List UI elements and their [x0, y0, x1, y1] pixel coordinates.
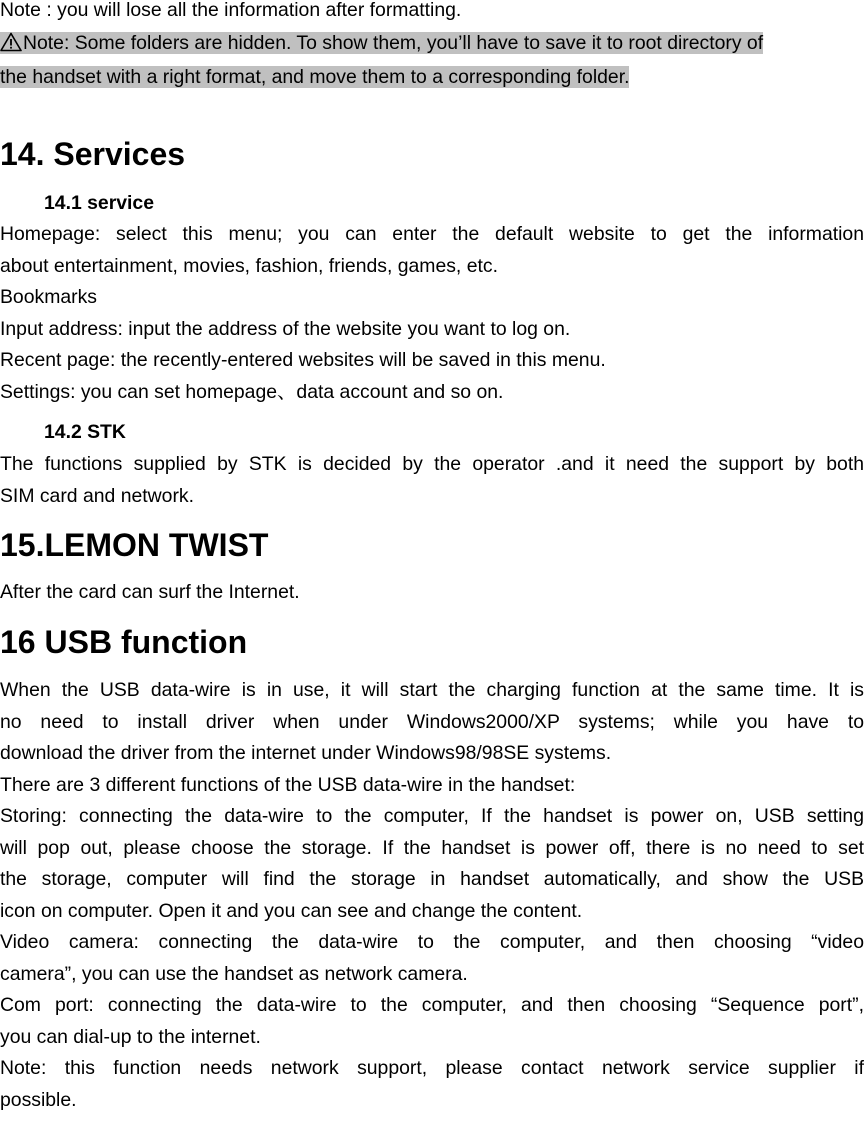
service-block: [0, 219, 864, 408]
heading-services: 14. Services: [0, 136, 186, 172]
heading-lemon-twist: 15.LEMON TWIST: [0, 527, 269, 563]
usb-note-line-2: possible.: [0, 1088, 77, 1111]
hidden-note-text-1: Note: Some folders are hidden. To show them, you’ll have to save it to root directory of: [23, 32, 764, 54]
homepage-line-1: Homepage: select this menu; you can enter the default website to get the information: [0, 223, 864, 245]
lemon-text: After the card can surf the Internet.: [0, 581, 300, 603]
warning-icon: [0, 32, 22, 52]
video-line-2: camera”, you can use the handset as network camera.: [0, 962, 468, 985]
hidden-note-line-1: [0, 32, 763, 54]
recent-page-text: Recent page: the recently-entered websites will be saved in this menu.: [0, 349, 606, 371]
hidden-folders-note: [0, 27, 864, 95]
format-note: Note : you will lose all the information after formatting.: [0, 0, 462, 21]
usb-intro-line-1: When the USB data-wire is in use, it will start the charging function at the same time. It is: [0, 679, 864, 701]
usb-note-line-1: Note: this function needs network support, please contact network service supplier if: [0, 1057, 864, 1079]
heading-14-1-service: 14.1 service: [44, 192, 154, 214]
heading-usb-function: 16 USB function: [0, 624, 248, 660]
com-line-2: you can dial-up to the internet.: [0, 1025, 261, 1048]
stk-line-2: SIM card and network.: [0, 484, 194, 507]
lemon-block: [0, 577, 864, 609]
stk-line-1: The functions supplied by STK is decided by the operator .and it need the support by both: [0, 453, 864, 475]
stk-block: [0, 449, 864, 512]
heading-14-2-stk: 14.2 STK: [44, 421, 126, 443]
bookmarks-text: Bookmarks: [0, 286, 97, 308]
storing-line-4: icon on computer. Open it and you can see and change the content.: [0, 899, 583, 922]
storing-line-2: will pop out, please choose the storage. If the handset is power off, there is no need to set: [0, 836, 864, 859]
input-address-text: Input address: input the address of the website you want to log on.: [0, 317, 571, 340]
storing-line-3: the storage, computer will find the storage in handset automatically, and show the USB: [0, 868, 864, 890]
usb-functions-intro: There are 3 different functions of the USB data-wire in the handset:: [0, 773, 576, 796]
usb-intro-line-3: download the driver from the internet under Windows98/98SE systems.: [0, 742, 612, 764]
usb-block: [0, 675, 864, 1116]
video-line-1: Video camera: connecting the data-wire to the computer, and then choosing “video: [0, 931, 864, 953]
usb-intro-line-2: no need to install driver when under Windows2000/XP systems; while you have to: [0, 710, 864, 733]
homepage-line-2: about entertainment, movies, fashion, friends, games, etc.: [0, 254, 498, 277]
settings-text: Settings: you can set homepage、data account and so on.: [0, 380, 504, 403]
hidden-note-line-2: the handset with a right format, and move them to a corresponding folder.: [0, 66, 630, 88]
com-line-1: Com port: connecting the data-wire to the computer, and then choosing “Sequence port”,: [0, 994, 864, 1016]
storing-line-1: Storing: connecting the data-wire to the computer, If the handset is power on, USB setting: [0, 805, 864, 827]
